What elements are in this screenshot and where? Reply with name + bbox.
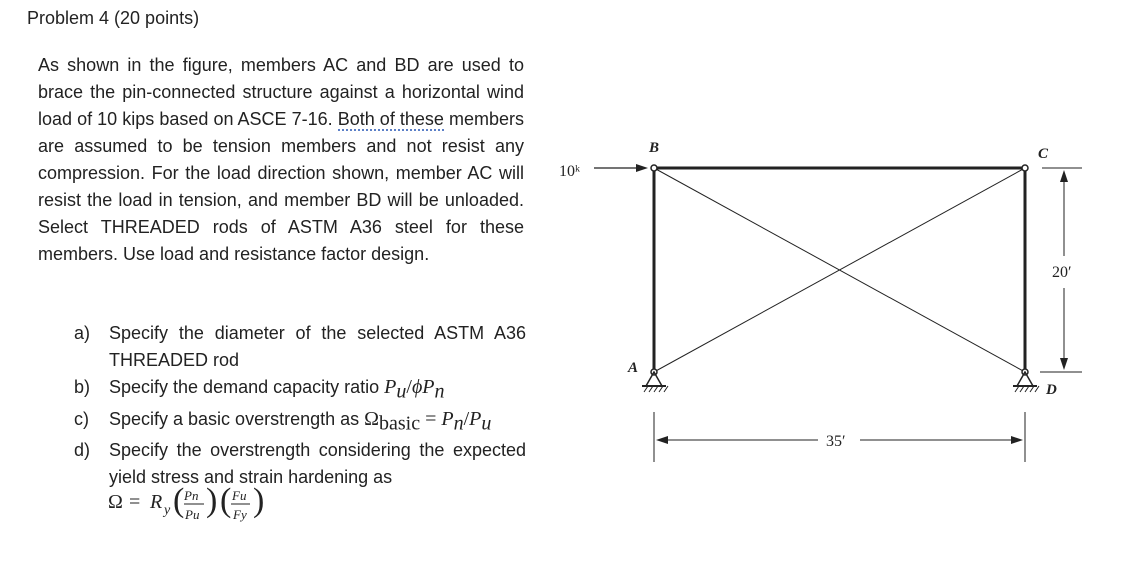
question-c [74,406,526,438]
statement-text-2: members are assumed to be tension members and not resist any compression. For the load direction shown, member AC will resist the load in tension, and member BD will be unloaded. Select THREADED rods of ASTM A36 steel for these members. Use load and resistance factor design. [38,109,525,264]
formula-paren-close: ) [206,482,218,519]
question-list [74,320,526,491]
problem-heading: Problem 4 (20 points) [27,8,200,28]
formula-Fy: Fy [233,507,247,522]
formula-Fu: Fu [232,488,247,503]
dim-arrow-right [1011,436,1023,444]
overstrength-formula [108,478,278,528]
label-b: B [649,140,660,156]
formula-Pn: Pn [184,488,199,503]
demand-ratio-math: $P_u/\phi P_n$ [384,376,445,403]
statement-text-1: As shown in the figure, members AC and BD are used to brace the pin-connected structure against a horizontal wind load of 10 kips based on ASCE 7-16. [38,55,524,129]
structure-diagram [550,130,1110,470]
formula-y: y [164,503,171,518]
question-text: Specify the demand capacity ratio [109,377,385,397]
formula-R: R [150,491,163,513]
question-text: Specify the diameter of the selected ASTM A36 THREADED rod [109,323,526,370]
question-b [74,374,526,406]
dim-arrow-up [1060,170,1068,182]
formula-paren-close: ) [253,482,265,519]
load-arrow-head [636,164,648,172]
label-a: A [628,360,639,376]
load-label: 10ᵏ [559,163,581,180]
formula-equals: = [129,491,141,513]
overstrength-math: $\Omega_{basic} = P_n/P_u$ [364,407,492,435]
formula-paren-open: ( [173,482,185,519]
pin-b [651,165,657,171]
question-text: Specify the overstrength considering the expected yield stress and strain hardening as [109,440,526,488]
question-letter: c) [74,408,89,429]
dotted-phrase: Both of these [337,109,444,129]
pin-c [1022,165,1028,171]
formula-omega: Ω [108,491,123,513]
question-letter: a) [74,323,91,343]
label-d: D [1046,382,1057,398]
dim-arrow-down [1060,358,1068,370]
dim-arrow-left [656,436,668,444]
question-letter: b) [74,377,91,397]
formula-Pu: Pu [185,507,200,522]
question-a [74,320,526,374]
problem-statement [38,52,524,268]
question-text: Specify a basic overstrength as [109,408,365,429]
height-dimension: 20′ [1052,264,1072,281]
formula-paren-open: ( [220,482,232,519]
question-letter: d) [74,440,91,461]
width-dimension: 35′ [826,433,846,450]
label-c: C [1038,146,1049,162]
